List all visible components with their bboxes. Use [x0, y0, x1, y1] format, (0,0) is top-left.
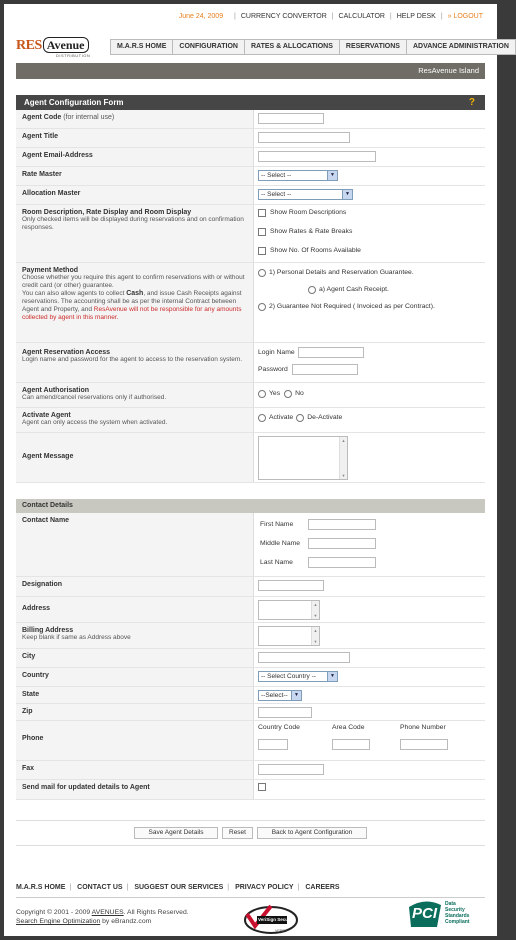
- copyright: Copyright © 2001 - 2009 AVENUES. All Rights Reserved. Search Engine Optimization by eBrandz.com: [16, 909, 189, 925]
- reset-button[interactable]: Reset: [222, 827, 253, 839]
- agent-email-input[interactable]: [258, 151, 376, 162]
- footer-privacy-policy-link[interactable]: PRIVACY POLICY: [235, 884, 294, 891]
- save-agent-details-button[interactable]: Save Agent Details: [134, 827, 218, 839]
- chevron-down-icon: ▼: [327, 672, 337, 681]
- footer-mars-home-link[interactable]: M.A.R.S HOME: [16, 884, 66, 891]
- authorisation-yes-radio[interactable]: [258, 390, 266, 398]
- footer-links: M.A.R.S HOME | CONTACT US | SUGGEST OUR SERVICES | PRIVACY POLICY | CAREERS: [16, 884, 485, 898]
- chevron-down-icon: ▼: [327, 171, 337, 180]
- show-rooms-available-checkbox[interactable]: [258, 247, 266, 255]
- guarantee-not-required-radio[interactable]: [258, 303, 266, 311]
- nav-mars-home[interactable]: M.A.R.S HOME: [111, 40, 173, 54]
- country-select[interactable]: -- Select Country -- ▼: [258, 671, 338, 682]
- phone-number-input[interactable]: [400, 739, 448, 750]
- agent-configuration-form: Agent Configuration Form ? Agent Code (for internal use) Agent Title Agent Email-Address Rate Master -- Select -- ▼ Allocation Master -- Select -- ▼ Room Description, Rate Display and Room Display Only checked items will be displayed during reservations and on confirmation responses. Show Room Descriptions Show Rates & Rate Breaks Show No. Of Rooms Available Payment Method Choose whether you require this agent to confirm reservations with or without credit card (or other) guarantee. You can also allow agents to collect Cash, and issue Cash Receipts against reservations. The accounting shall be as per the internal Contract between Agent and Property, and ResAvenue will not be responsible for any amounts collected by agent in this manner. 1) Personal Details and Reservation Guarantee. a) Agent Cash Receipt. 2) Guarantee Not Required ( Invoiced as per Contract). Agent Reservation Access Login name and password for the agent to access to the reservation system. Login Name Password Agent Authorisation Can amend/cancel reservations only if authorised. Yes No Activate Agent Agent can only access the system when activated. Activate De-Activate Agent Message ▲ ▼ Contact Details Contact Name First Name Middle Name Last Name Designation Address ▲ ▼ Billing Address Keep blank if same as Address above ▲ ▼ City Country -- Select Country -- ▼ State --Select-- ▼ Zip Phone Country Code Area Code Phone Number Fax Send mail for updated details to Agent Save Agent Details Reset Back to Agent Configuration: [16, 95, 485, 846]
- scroll-down-icon: ▼: [313, 639, 318, 644]
- show-room-descriptions-checkbox[interactable]: [258, 209, 266, 217]
- authorisation-no-radio[interactable]: [284, 390, 292, 398]
- billing-address-textarea[interactable]: [258, 626, 320, 646]
- send-mail-checkbox[interactable]: [258, 783, 266, 791]
- form-title: Agent Configuration Form: [24, 98, 124, 107]
- logout-link[interactable]: » LOGOUT: [447, 13, 483, 20]
- contact-details-header: Contact Details: [16, 499, 485, 513]
- footer: [16, 884, 485, 933]
- address-textarea[interactable]: [258, 600, 320, 620]
- scroll-down-icon: ▼: [313, 613, 318, 618]
- designation-input[interactable]: [258, 580, 324, 591]
- help-desk-link[interactable]: HELP DESK: [396, 13, 436, 20]
- resavenue-logo[interactable]: RES Avenue DISTRIBUTION: [16, 38, 91, 58]
- property-location-bar: ResAvenue Island: [16, 63, 485, 79]
- password-input[interactable]: [292, 364, 358, 375]
- nav-rates-allocations[interactable]: RATES & ALLOCATIONS: [245, 40, 340, 54]
- agent-code-input[interactable]: [258, 113, 324, 124]
- pci-compliance-logo: PCI Data Security Standards Compliant: [407, 899, 479, 933]
- top-links: June 24, 2009 | CURRENCY CONVERTOR | CALCULATOR | HELP DESK | » LOGOUT: [178, 13, 483, 20]
- city-input[interactable]: [258, 652, 350, 663]
- scroll-up-icon: ▲: [341, 438, 346, 443]
- area-code-input[interactable]: [332, 739, 370, 750]
- footer-careers-link[interactable]: CAREERS: [305, 884, 340, 891]
- nav-configuration[interactable]: CONFIGURATION: [173, 40, 245, 54]
- rate-master-select[interactable]: -- Select -- ▼: [258, 170, 338, 181]
- scroll-down-icon: ▼: [341, 473, 346, 478]
- nav-advance-administration[interactable]: ADVANCE ADMINISTRATION: [412, 43, 509, 50]
- verisign-seal[interactable]: VeriSign Secured VERIFY: [241, 904, 301, 936]
- middle-name-input[interactable]: [308, 538, 376, 549]
- personal-details-guarantee-radio[interactable]: [258, 269, 266, 277]
- allocation-master-select[interactable]: -- Select -- ▼: [258, 189, 353, 200]
- currency-convertor-link[interactable]: CURRENCY CONVERTOR: [240, 13, 327, 20]
- footer-suggest-services-link[interactable]: SUGGEST OUR SERVICES: [134, 884, 224, 891]
- first-name-input[interactable]: [308, 519, 376, 530]
- current-date: June 24, 2009: [178, 13, 224, 20]
- deactivate-radio[interactable]: [296, 414, 304, 422]
- avenues-link[interactable]: AVENUES: [91, 909, 124, 916]
- fax-input[interactable]: [258, 764, 324, 775]
- state-select[interactable]: --Select-- ▼: [258, 690, 302, 701]
- show-rates-checkbox[interactable]: [258, 228, 266, 236]
- last-name-input[interactable]: [308, 557, 376, 568]
- agent-cash-receipt-radio[interactable]: [308, 286, 316, 294]
- activate-radio[interactable]: [258, 414, 266, 422]
- main-nav: [110, 39, 516, 55]
- form-actions: [16, 820, 485, 846]
- page-frame: [4, 4, 509, 936]
- agent-title-input[interactable]: [258, 132, 350, 143]
- form-header: [16, 95, 485, 110]
- back-to-agent-configuration-button[interactable]: Back to Agent Configuration: [257, 827, 367, 839]
- scroll-up-icon: ▲: [313, 628, 318, 633]
- help-icon[interactable]: ?: [468, 97, 475, 108]
- agent-message-textarea[interactable]: [258, 436, 348, 480]
- scrollbar[interactable]: [339, 437, 347, 479]
- login-name-input[interactable]: [298, 347, 364, 358]
- calculator-link[interactable]: CALCULATOR: [338, 13, 385, 20]
- chevron-down-icon: ▼: [291, 691, 301, 700]
- nav-reservations[interactable]: RESERVATIONS: [340, 40, 407, 54]
- zip-input[interactable]: [258, 707, 312, 718]
- footer-contact-us-link[interactable]: CONTACT US: [77, 884, 123, 891]
- country-code-input[interactable]: [258, 739, 288, 750]
- chevron-down-icon: ▼: [342, 190, 352, 199]
- seo-link[interactable]: Search Engine Optimization: [16, 918, 101, 925]
- scroll-up-icon: ▲: [313, 602, 318, 607]
